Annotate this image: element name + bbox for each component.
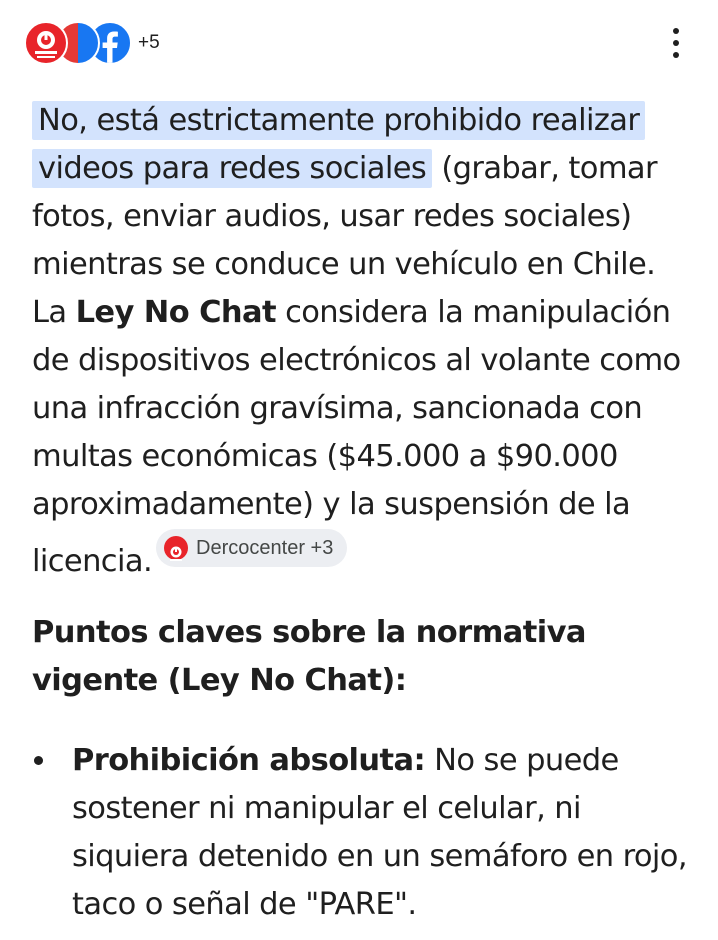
bullet-dot bbox=[34, 756, 43, 765]
answer-text-1: (grabar, tomar fotos, enviar audios, usar redes sociales) mientras se conduce un vehículo en Chile. La bbox=[32, 151, 657, 330]
dercocenter-logo-icon bbox=[164, 536, 188, 560]
kebab-dot bbox=[673, 40, 679, 46]
section-title: Puntos claves sobre la normativa vigente (Ley No Chat): bbox=[32, 615, 586, 698]
dercocenter-logo-icon bbox=[24, 21, 68, 65]
more-vert-icon[interactable] bbox=[664, 28, 688, 58]
source-avatars[interactable] bbox=[24, 21, 160, 65]
law-name: Ley No Chat bbox=[75, 295, 276, 330]
answer-text-2: considera la manipulación de dispositivos electrónicos al volante como una infracción gravísima, sancionada con multas económicas ($45.000 a $90.000 aproximadamente) y la suspensión de la licencia. bbox=[32, 295, 681, 579]
bullet-title: Prohibición absoluta: bbox=[72, 743, 426, 778]
citation-chip-label: Dercocenter +3 bbox=[196, 537, 334, 559]
more-sources-count: +5 bbox=[138, 32, 160, 53]
kebab-dot bbox=[673, 28, 679, 34]
citation-chip[interactable] bbox=[156, 529, 347, 567]
kebab-dot bbox=[673, 52, 679, 58]
list-item bbox=[72, 737, 702, 929]
key-points-list bbox=[72, 737, 702, 929]
answer-paragraph bbox=[32, 97, 692, 586]
sources-header bbox=[0, 0, 718, 86]
bullet-text: No se puede sostener ni manipular el celular, ni siquiera detenido en un semáforo en rojo, taco o señal de "PARE". bbox=[72, 743, 687, 922]
highlighted-answer[interactable]: No, está estrictamente prohibido realizar videos para redes sociales bbox=[32, 101, 645, 188]
